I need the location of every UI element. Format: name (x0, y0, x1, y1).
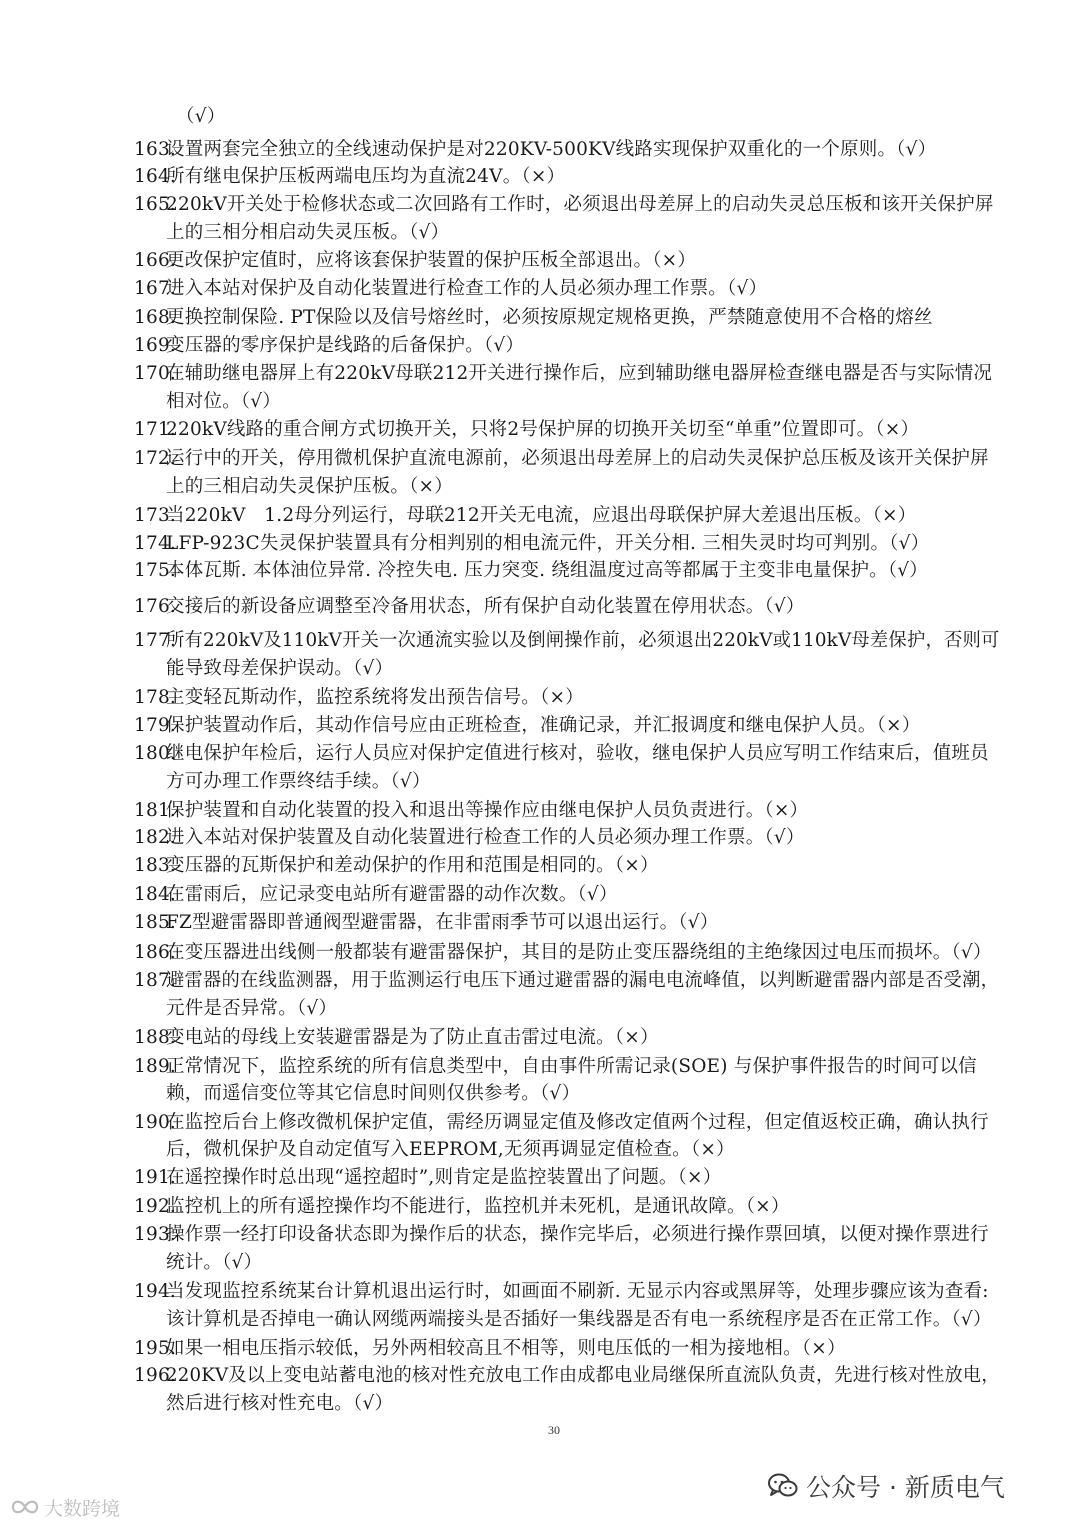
question-text: 赖，而遥信变位等其它信息时间则仅供参考。（√） (166, 1083, 581, 1104)
question-text: 上的三相分相启动失灵压板。（√） (166, 222, 450, 243)
question-text: 220kV线路的重合闸方式切换开关，只将2号保护屏的切换开关切至“单重”位置即可。（×） (166, 419, 920, 440)
question-number: 194. (134, 1281, 176, 1302)
watermark-text: 公众号 · 新质电气 (806, 1473, 1005, 1502)
question-text: 本体瓦斯. 本体油位异常. 冷控失电. 压力突变. 绕组温度过高等都属于主变非电量保护。（√） (166, 560, 928, 581)
question-text: 在变压器进出线侧一般都装有避雷器保护，其目的是防止变压器绕组的主绝缘因过电压而损坏。（√） (166, 942, 992, 963)
brand-logo-icon (10, 1497, 40, 1517)
question-number: 178. (134, 687, 176, 708)
question-text: 保护装置动作后，其动作信号应由正班检查，准确记录，并汇报调度和继电保护人员。（×） (166, 715, 921, 736)
question-text: 统计。（√） (166, 1252, 263, 1273)
question-text: 监控机上的所有遥控操作均不能进行，监控机并未死机，是通讯故障。（×） (166, 1196, 790, 1217)
question-text: 所有220kV及110kV开关一次通流实验以及倒闸操作前，必须退出220kV或110kV母差保护，否则可 (166, 630, 1000, 651)
question-number: 174. (134, 533, 176, 554)
wechat-icon (768, 1473, 798, 1499)
question-number: 189. (134, 1056, 176, 1077)
question-text: 变压器的瓦斯保护和差动保护的作用和范围是相同的。（×） (166, 855, 659, 876)
question-text: 在遥控操作时总出现“遥控超时”,则肯定是监控装置出了问题。（×） (166, 1167, 722, 1188)
question-number: 179. (134, 715, 176, 736)
question-text: 元件是否异常。（√） (166, 998, 338, 1019)
question-text: （√） (176, 106, 226, 127)
question-number: 175. (134, 560, 176, 581)
question-number: 188. (134, 1027, 176, 1048)
question-text: 变压器的零序保护是线路的后备保护。（√） (166, 335, 525, 356)
question-text: 在辅助继电器屏上有220kV母联212开关进行操作后，应到辅助继电器屏检查继电器是否与实际情况 (166, 363, 993, 384)
question-number: 190. (134, 1112, 176, 1133)
question-number: 176. (134, 596, 176, 617)
question-number: 180. (134, 743, 176, 764)
question-number: 166. (134, 250, 176, 271)
question-number: 171. (134, 419, 176, 440)
question-text: 所有继电保护压板两端电压均为直流24V。（×） (166, 166, 566, 187)
question-text: 后，微机保护及自动定值写入EEPROM,无须再调显定值检查。（×） (166, 1139, 735, 1160)
question-text: 如果一相电压指示较低，另外两相较高且不相等，则电压低的一相为接地相。（×） (166, 1338, 846, 1359)
question-text: 继电保护年检后，运行人员应对保护定值进行核对，验收，继电保护人员应写明工作结束后，值班员 (166, 743, 989, 764)
question-number: 177. (134, 630, 176, 651)
question-text: 然后进行核对性充电。（√） (166, 1393, 394, 1414)
question-text: 该计算机是否掉电一确认网缆两端接头是否插好一集线器是否有电一系统程序是否在正常工作。（√） (166, 1309, 992, 1330)
question-text: 上的三相启动失灵保护压板。（×） (166, 476, 453, 497)
question-text: 当220kV 1.2母分列运行，母联212开关无电流，应退出母联保护屏大差退出压板。（×） (166, 505, 917, 526)
question-text: 相对位。（√） (166, 391, 281, 412)
question-text: 正常情况下，监控系统的所有信息类型中，自由事件所需记录(SOE) 与保护事件报告的时间可以信 (166, 1056, 977, 1077)
question-number: 181. (134, 800, 176, 821)
question-number: 185. (134, 912, 176, 933)
question-text: 避雷器的在线监测器，用于监测运行电压下通过避雷器的漏电电流峰值，以判断避雷器内部是否受潮， (166, 970, 1000, 991)
question-text: 220KV及以上变电站蓄电池的核对性充放电工作由成都电业局继保所直流队负责，先进行核对性放电， (166, 1365, 1000, 1386)
question-text: 进入本站对保护装置及自动化装置进行检查工作的人员必须办理工作票。（√） (166, 827, 805, 848)
question-text: 保护装置和自动化装置的投入和退出等操作应由继电保护人员负责进行。（×） (166, 800, 809, 821)
question-number: 169. (134, 335, 176, 356)
question-number: 170. (134, 363, 176, 384)
question-text: 能导致母差保护误动。（√） (166, 658, 394, 679)
question-text: 方可办理工作票终结手续。（√） (166, 771, 431, 792)
question-text: 当发现监控系统某台计算机退出运行时，如画面不刷新. 无显示内容或黑屏等，处理步骤应该为查看: (166, 1281, 989, 1302)
question-number: 167. (134, 278, 176, 299)
question-text: 更改保护定值时，应将该套保护装置的保护压板全部退出。（×） (166, 250, 697, 271)
question-text: 更换控制保险. PT保险以及信号熔丝时，必须按原规定规格更换，严禁随意使用不合格的熔丝 (166, 307, 933, 328)
question-number: 192. (134, 1196, 176, 1217)
wechat-watermark (768, 1466, 1005, 1506)
question-number: 195. (134, 1338, 176, 1359)
question-number: 187. (134, 970, 176, 991)
brand-watermark (10, 1492, 120, 1522)
question-number: 165. (134, 194, 176, 215)
question-text: 主变轻瓦斯动作，监控系统将发出预告信号。（×） (166, 687, 584, 708)
question-text: 操作票一经打印设备状态即为操作后的状态，操作完毕后，必须进行操作票回填，以便对操作票进行 (166, 1224, 989, 1245)
question-text: FZ型避雷器即普通阀型避雷器，在非雷雨季节可以退出运行。（√） (166, 912, 719, 933)
question-number: 173. (134, 505, 176, 526)
question-number: 191. (134, 1167, 176, 1188)
page-number: 30 (548, 1423, 560, 1437)
question-number: 168. (134, 307, 176, 328)
question-text: 220kV开关处于检修状态或二次回路有工作时，必须退出母差屏上的启动失灵总压板和该开关保护屏 (166, 194, 994, 215)
question-text: 设置两套完全独立的全线速动保护是对220KV-500KV线路实现保护双重化的一个原则。（√） (166, 139, 937, 160)
question-text: LFP-923C失灵保护装置具有分相判别的相电流元件，开关分相. 三相失灵时均可判别。（√） (166, 533, 930, 554)
question-number: 164. (134, 166, 176, 187)
question-number: 186. (134, 942, 176, 963)
question-number: 182. (134, 827, 176, 848)
question-number: 196. (134, 1365, 176, 1386)
question-text: 运行中的开关，停用微机保护直流电源前，必须退出母差屏上的启动失灵保护总压板及该开关保护屏 (166, 448, 989, 469)
question-text: 在监控后台上修改微机保护定值，需经历调显定值及修改定值两个过程，但定值返校正确，确认执行 (166, 1112, 989, 1133)
question-text: 进入本站对保护及自动化装置进行检查工作的人员必须办理工作票。（√） (166, 278, 768, 299)
question-number: 184. (134, 884, 176, 905)
brand-text: 大数跨境 (44, 1497, 121, 1520)
question-number: 172. (134, 448, 176, 469)
question-number: 183. (134, 855, 176, 876)
question-number: 163. (134, 139, 176, 160)
question-text: 变电站的母线上安装避雷器是为了防止直击雷过电流。（×） (166, 1027, 659, 1048)
question-text: 交接后的新设备应调整至冷备用状态，所有保护自动化装置在停用状态。（√） (166, 596, 805, 617)
question-number: 193. (134, 1224, 176, 1245)
question-text: 在雷雨后，应记录变电站所有避雷器的动作次数。（√） (166, 884, 618, 905)
